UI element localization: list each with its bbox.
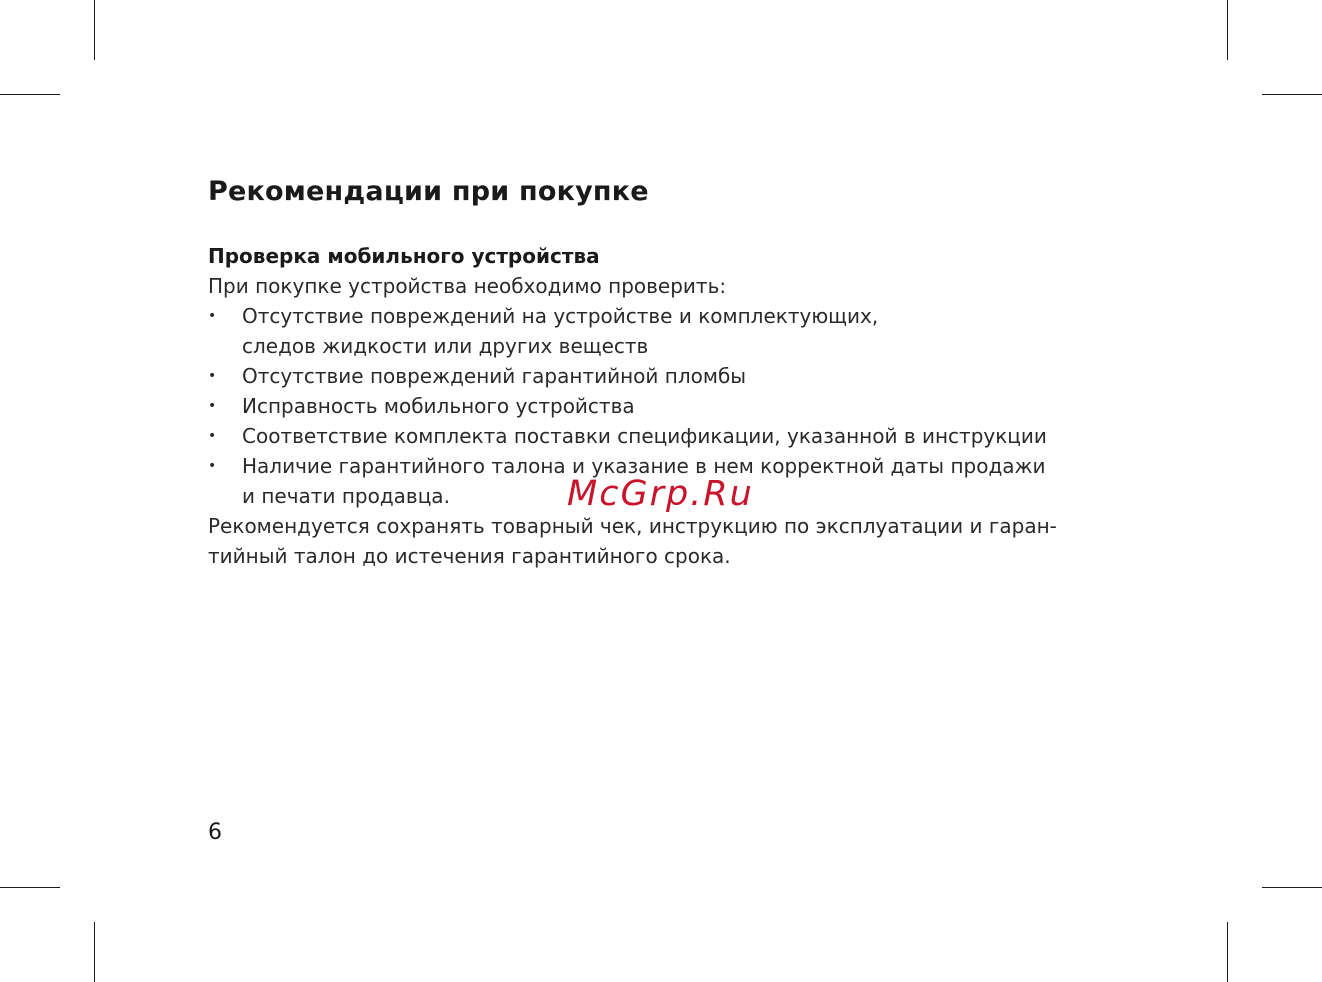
list-item-text: Исправность мобильного устройства [242, 394, 635, 418]
bullet-dot-icon: • [208, 398, 217, 414]
list-item-text: следов жидкости или других веществ [242, 334, 649, 358]
note-line: тийный талон до истечения гарантийного срока. [208, 544, 731, 568]
section-intro: При покупке устройства необходимо проверить: [208, 274, 727, 298]
crop-mark-top-left-horizontal [0, 94, 60, 95]
bullet-dot-icon: • [208, 368, 217, 384]
list-item [208, 421, 1168, 451]
bullet-dot-icon: • [208, 308, 217, 324]
list-item-text: Наличие гарантийного талона и указание в нем корректной даты продажи [242, 454, 1046, 478]
crop-mark-bottom-right-vertical [1227, 922, 1228, 982]
bullet-dot-icon: • [208, 428, 217, 444]
receipt-note [208, 511, 1168, 571]
list-item-text: и печати продавца. [242, 484, 450, 508]
crop-mark-bottom-right-horizontal [1262, 887, 1322, 888]
bullet-dot-icon: • [208, 458, 217, 474]
purchase-check-section [208, 241, 1168, 571]
section-heading: Проверка мобильного устройства [208, 244, 600, 268]
list-item-text: Соответствие комплекта поставки спецификации, указанной в инструкции [242, 424, 1047, 448]
list-item-text: Отсутствие повреждений гарантийной пломбы [242, 364, 747, 388]
site-watermark: McGrp.Ru [567, 474, 754, 514]
list-item-text: Отсутствие повреждений на устройстве и комплектующих, [242, 304, 879, 328]
crop-mark-top-left-vertical [94, 0, 95, 60]
crop-mark-bottom-left-vertical [94, 922, 95, 982]
list-item [208, 301, 1168, 361]
crop-mark-top-right-horizontal [1262, 94, 1322, 95]
list-item [208, 361, 1168, 391]
page-title: Рекомендации при покупке [208, 176, 649, 207]
list-item [208, 391, 1168, 421]
note-line: Рекомендуется сохранять товарный чек, инструкцию по эксплуатации и гаран- [208, 514, 1057, 538]
page-number: 6 [208, 820, 222, 845]
crop-mark-top-right-vertical [1227, 0, 1228, 60]
crop-mark-bottom-left-horizontal [0, 887, 60, 888]
